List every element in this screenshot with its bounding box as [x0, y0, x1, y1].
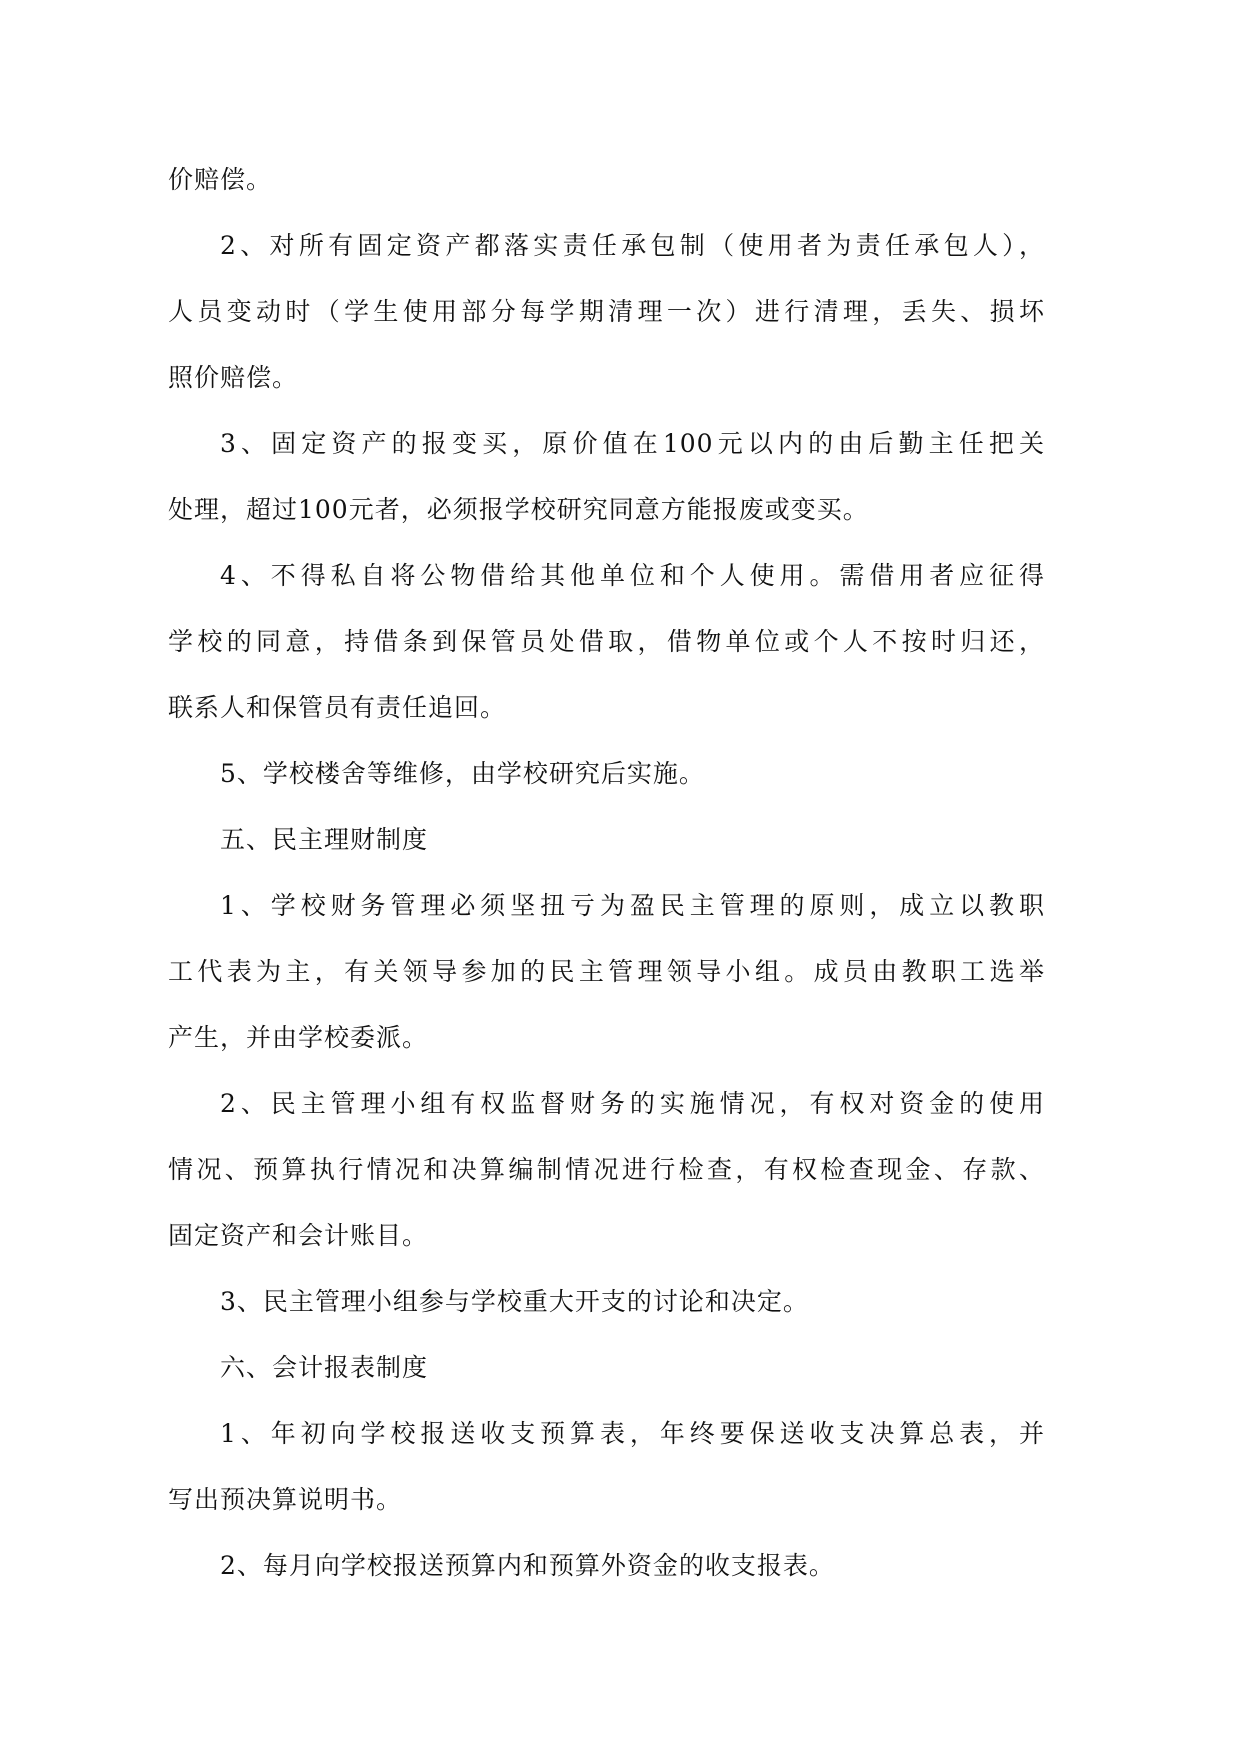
text-line: 产生，并由学校委派。: [168, 1023, 429, 1052]
text-line: 2、民主管理小组有权监督财务的实施情况，有权对资金的使用: [220, 1089, 1045, 1118]
section-heading: 六、会计报表制度: [220, 1353, 429, 1382]
text-line: 固定资产和会计账目。: [168, 1221, 429, 1250]
text-line: 2、每月向学校报送预算内和预算外资金的收支报表。: [220, 1551, 835, 1580]
text-line: 人员变动时（学生使用部分每学期清理一次）进行清理，丢失、损坏: [168, 297, 1045, 326]
text-line: 3、固定资产的报变买，原价值在100元以内的由后勤主任把关: [220, 429, 1045, 458]
text-line: 5、学校楼舍等维修，由学校研究后实施。: [220, 759, 705, 788]
text-line: 照价赔偿。: [168, 363, 299, 392]
section-heading: 五、民主理财制度: [220, 825, 429, 854]
text-line: 4、不得私自将公物借给其他单位和个人使用。需借用者应征得: [220, 561, 1045, 590]
text-line: 2、对所有固定资产都落实责任承包制（使用者为责任承包人），: [220, 231, 1045, 260]
text-line: 价赔偿。: [168, 165, 273, 194]
text-line: 1、年初向学校报送收支预算表，年终要保送收支决算总表，并: [220, 1419, 1045, 1448]
text-line: 工代表为主，有关领导参加的民主管理领导小组。成员由教职工选举: [168, 957, 1045, 986]
text-line: 写出预决算说明书。: [168, 1485, 403, 1514]
text-line: 联系人和保管员有责任追回。: [168, 693, 507, 722]
document-page: [168, 147, 1045, 1599]
text-line: 情况、预算执行情况和决算编制情况进行检查，有权检查现金、存款、: [168, 1155, 1045, 1184]
text-line: 3、民主管理小组参与学校重大开支的讨论和决定。: [220, 1287, 809, 1316]
text-line: 学校的同意，持借条到保管员处借取，借物单位或个人不按时归还，: [168, 627, 1045, 656]
text-line: 1、学校财务管理必须坚扭亏为盈民主管理的原则，成立以教职: [220, 891, 1045, 920]
text-line: 处理，超过100元者，必须报学校研究同意方能报废或变买。: [168, 495, 869, 524]
